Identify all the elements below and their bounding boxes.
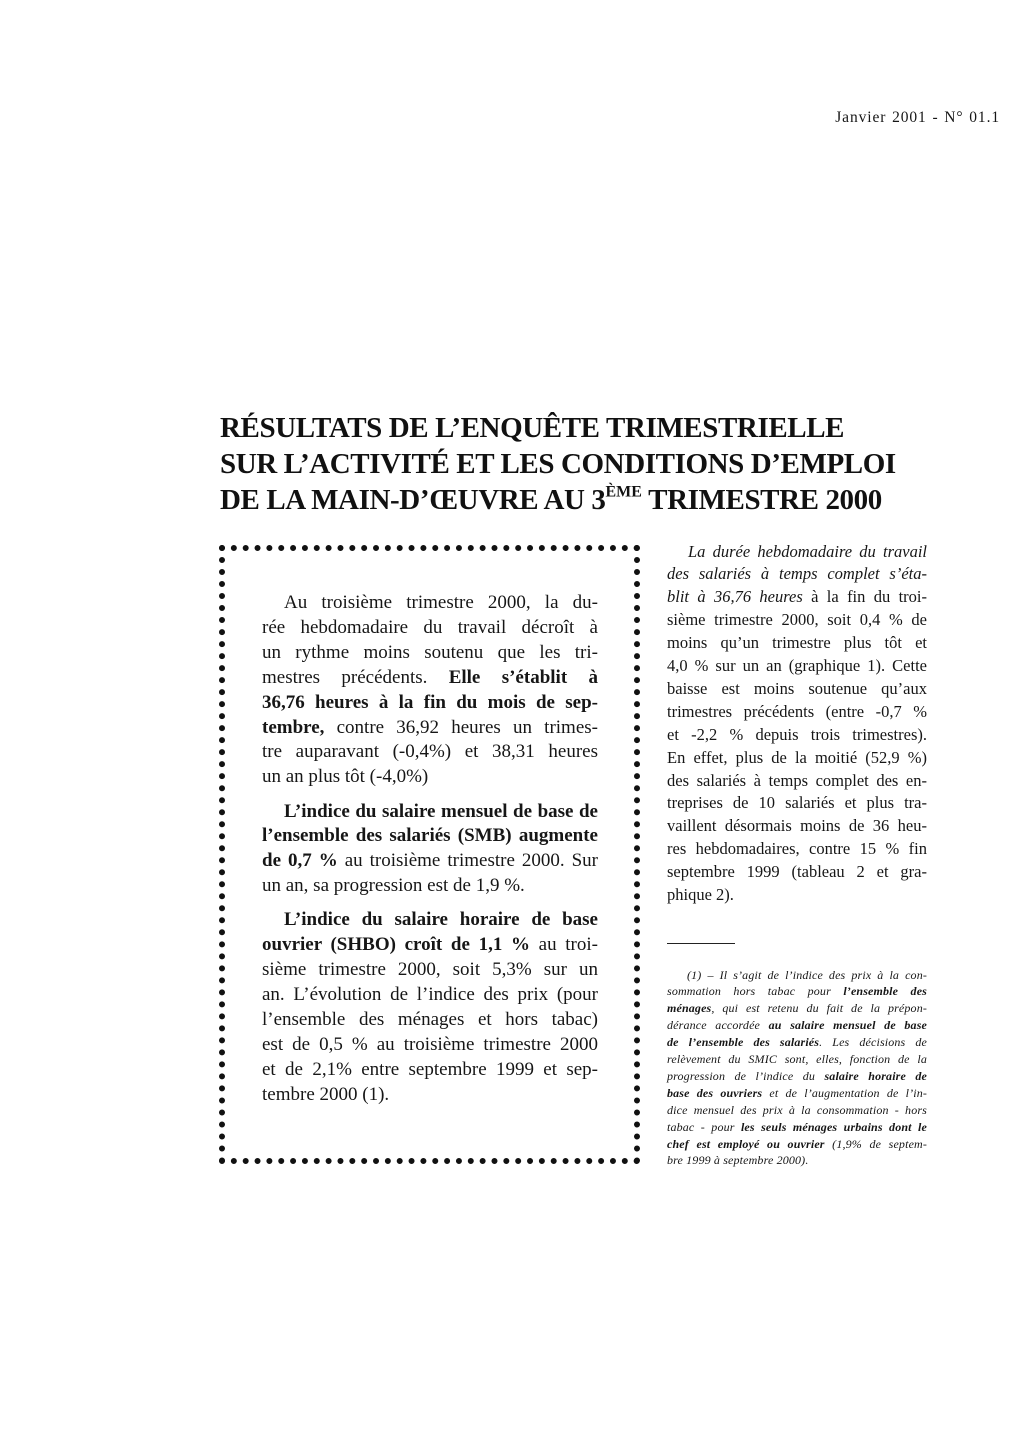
title-line-2: SUR L’ACTIVITÉ ET LES CONDITIONS D’EMPLOI [220, 448, 896, 480]
footnote-line [667, 1136, 927, 1153]
summary-text: Elle s’établit à [448, 666, 598, 688]
footnote-text: et de l’augmentation de l’in- [762, 1085, 928, 1100]
article-text: des salariés à temps complet s’éta- [667, 564, 927, 584]
summary-paragraph [262, 800, 598, 900]
summary-text: Au troisième trimestre 2000, la du- [284, 592, 598, 613]
summary-paragraph [262, 908, 598, 1107]
footnote-line [667, 983, 927, 1000]
footnote-line [667, 1085, 927, 1102]
footnote-text: (1,9% de septem- [824, 1136, 928, 1151]
summary-text: ouvrier (SHBO) croît de 1,1 % [262, 934, 530, 956]
footnote-text: salaire horaire de [824, 1068, 927, 1083]
footnote-text: chef est employé ou ouvrier [667, 1136, 825, 1151]
article-text: septembre 1999 (tableau 2 et gra- [667, 862, 927, 882]
summary-line [262, 765, 598, 790]
summary-text: tembre 2000 (1). [262, 1083, 390, 1105]
summary-text: un an plus tôt (-4,0%) [262, 766, 429, 788]
summary-text: tre auparavant (-0,4%) et 38,31 heures [262, 741, 598, 763]
title-line-1: RÉSULTATS DE L’ENQUÊTE TRIMESTRIELLE [220, 412, 845, 444]
summary-text: tembre, [262, 716, 325, 738]
summary-line [262, 800, 598, 825]
footnote-text: les seuls ménages urbains dont le [740, 1119, 927, 1134]
summary-line [262, 958, 598, 983]
footnote-text: bre 1999 à septembre 2000). [667, 1153, 809, 1168]
article-line [667, 563, 927, 586]
article-text: En effet, plus de la moitié (52,9 %) [667, 747, 927, 767]
article-line [667, 655, 927, 678]
article-text: moins qu’un trimestre plus tôt et [667, 633, 927, 653]
summary-text: L’indice du salaire mensuel de base de [284, 800, 598, 822]
summary-line [262, 591, 598, 616]
article-text: et -2,2 % depuis trois trimestres). [667, 724, 927, 744]
summary-line [262, 1033, 598, 1058]
article-text: des salariés à temps complet des en- [667, 770, 927, 790]
article-text: sième trimestre 2000, soit 0,4 % de [667, 610, 927, 630]
document-title [220, 410, 896, 518]
footnote-line [667, 1102, 927, 1119]
summary-line [262, 691, 598, 716]
footnote-separator [667, 943, 735, 944]
article-line [667, 792, 927, 815]
summary-text: est de 0,5 % au troisième trimestre 2000 [262, 1034, 598, 1055]
footnote-text: sommation hors tabac pour [667, 984, 844, 999]
title-superscript: ÈME [605, 483, 642, 501]
summary-text: et de 2,1% entre septembre 1999 et sep- [262, 1058, 598, 1080]
article-line [667, 609, 927, 632]
article-line [667, 632, 927, 655]
summary-text: contre 36,92 heures un trimes- [324, 716, 598, 738]
summary-line [262, 1058, 598, 1083]
summary-line [262, 983, 598, 1008]
summary-line [262, 933, 598, 958]
article-text [667, 541, 927, 908]
article-text: res hebdomadaires, contre 15 % fin [667, 839, 927, 859]
footnote-line [667, 1017, 927, 1034]
article-text: 4,0 % sur un an (graphique 1). Cette [667, 656, 927, 676]
article-line [667, 884, 927, 907]
summary-paragraph [262, 591, 598, 790]
article-text: à la fin du troi- [802, 587, 927, 607]
summary-text: an. L’évolution de l’indice des prix (pour [262, 984, 598, 1006]
footnote-text: (1) – Il s’agit de l’indice des prix à la con- [687, 967, 927, 982]
summary-line [262, 824, 598, 849]
footnote-text: progression de l’indice du [667, 1068, 825, 1083]
article-text: phique 2). [667, 885, 734, 905]
summary-line [262, 716, 598, 741]
article-text: La durée hebdomadaire du travail [688, 541, 927, 561]
footnote-text: . Les décisions de [819, 1035, 927, 1050]
article-line [667, 838, 927, 861]
footnote-line [667, 1119, 927, 1136]
title-line-3-end: TRIMESTRE 2000 [641, 484, 882, 516]
article-line [667, 815, 927, 838]
article-line [667, 724, 927, 747]
summary-line [262, 874, 598, 899]
footnote-text: tabac - pour [667, 1119, 741, 1134]
article-text: baisse est moins soutenue qu’aux [667, 678, 927, 698]
article-line [667, 770, 927, 793]
article-line [667, 747, 927, 770]
summary-text: l’ensemble des ménages et hors tabac) [262, 1009, 598, 1031]
summary-text: au troisième trimestre 2000. Sur [337, 850, 598, 872]
summary-line [262, 616, 598, 641]
footnote-text: ménages [667, 1001, 712, 1016]
footnote-line [667, 967, 927, 984]
summary-text: 36,76 heures à la fin du mois de sep- [262, 691, 598, 713]
summary-line [262, 641, 598, 666]
article-text: treprises de 10 salariés et plus tra- [667, 793, 927, 813]
article-line [667, 541, 927, 564]
title-line-3 [220, 482, 896, 518]
article-text: blit à 36,76 heures [667, 587, 803, 607]
summary-line [262, 849, 598, 874]
footnote [667, 967, 927, 1170]
footnote-text: l’ensemble des [843, 984, 927, 999]
summary-line [262, 666, 598, 691]
article-text: trimestres précédents (entre -0,7 % [667, 701, 927, 721]
article-text: vaillent désormais moins de 36 heu- [667, 816, 927, 836]
footnote-text: dice mensuel des prix à la consommation - hors [667, 1102, 927, 1117]
article-line [667, 701, 927, 724]
summary-text: au troi- [530, 934, 598, 956]
summary-text: mestres précédents. [262, 666, 449, 688]
article-line [667, 861, 927, 884]
summary-line [262, 1008, 598, 1033]
footnote-text: dérance accordée [667, 1018, 769, 1033]
summary-text: sième trimestre 2000, soit 5,3% sur un [262, 959, 598, 981]
footnote-line [667, 1068, 927, 1085]
article-line [667, 586, 927, 609]
footnote-text: relèvement du SMIC sont, elles, fonction de la [667, 1052, 927, 1067]
footnote-line [667, 1051, 927, 1068]
footnote-text: au salaire mensuel de base [768, 1018, 927, 1033]
summary-text: un an, sa progression est de 1,9 %. [262, 875, 525, 897]
footnote-line [667, 1034, 927, 1051]
footnote-text: de l’ensemble des salariés [667, 1035, 820, 1050]
footnote-line [667, 1000, 927, 1017]
summary-line [262, 908, 598, 933]
summary-text: L’indice du salaire horaire de base [284, 909, 598, 931]
footnote-line [667, 1152, 927, 1169]
summary-line [262, 1083, 598, 1108]
summary-text: rée hebdomadaire du travail décroît à [262, 616, 598, 638]
summary-line [262, 740, 598, 765]
summary-box [219, 545, 640, 1164]
title-line-3-start: DE LA MAIN-D’ŒUVRE AU 3 [220, 484, 606, 516]
summary-text: l’ensemble des salariés (SMB) augmente [262, 825, 598, 847]
footnote-text: base des ouvriers [667, 1085, 763, 1100]
footnote-text: , qui est retenu du fait de la prépon- [711, 1001, 927, 1016]
summary-text: un rythme moins soutenu que les tri- [262, 641, 598, 663]
article-line [667, 678, 927, 701]
summary-text: de 0,7 % [262, 850, 338, 872]
issue-date: Janvier 2001 - N° 01.1 [835, 109, 1000, 126]
